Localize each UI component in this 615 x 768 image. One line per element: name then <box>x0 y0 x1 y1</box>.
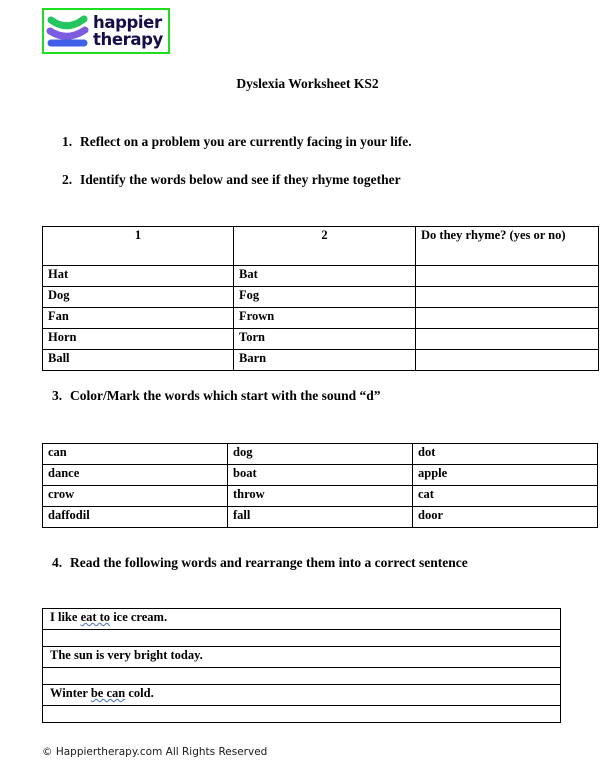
rhyme-word2: Fog <box>234 287 416 308</box>
question-1 <box>62 134 412 150</box>
rhyme-word1: Ball <box>43 350 234 371</box>
copyright-footer: © Happiertherapy.com All Rights Reserved <box>42 746 268 758</box>
rhyme-header-col2: 2 <box>234 227 416 266</box>
question-4 <box>52 555 468 571</box>
sentence-1 <box>43 609 561 630</box>
sentence-3-post: cold. <box>125 686 154 700</box>
logo-line-therapy: therapy <box>93 30 163 49</box>
sentence-3-grammar-error: be can <box>90 686 126 700</box>
sound-word[interactable]: door <box>413 507 598 528</box>
table-row <box>43 465 598 486</box>
sound-word[interactable]: daffodil <box>43 507 228 528</box>
rhyme-word1: Hat <box>43 266 234 287</box>
table-row <box>43 507 598 528</box>
table-row <box>43 329 599 350</box>
sound-word[interactable]: throw <box>228 486 413 507</box>
question-4-text: Read the following words and rearrange them into a correct sentence <box>70 555 468 570</box>
logo-wordmark <box>93 14 163 48</box>
table-row <box>43 308 599 329</box>
table-row <box>43 706 561 723</box>
table-row <box>43 609 561 630</box>
rhyme-word2: Bat <box>234 266 416 287</box>
sentence-table <box>42 608 561 723</box>
answer-line-2[interactable] <box>43 668 561 685</box>
sound-word[interactable]: dot <box>413 444 598 465</box>
rhyme-header-col1: 1 <box>43 227 234 266</box>
rhyme-word1: Dog <box>43 287 234 308</box>
page-title: Dyslexia Worksheet KS2 <box>236 76 379 91</box>
table-row <box>43 266 599 287</box>
sentence-2 <box>43 647 561 668</box>
sentence-1-pre: I like <box>50 610 81 624</box>
table-row <box>43 668 561 685</box>
sentence-3-pre: Winter <box>50 686 91 700</box>
logo-arcs-icon <box>46 10 92 52</box>
question-2 <box>62 172 401 188</box>
rhyme-word1: Fan <box>43 308 234 329</box>
table-header-row <box>43 227 599 266</box>
rhyme-answer-field[interactable] <box>416 287 599 308</box>
sentence-1-grammar-error: eat to <box>80 610 111 624</box>
rhyme-word2: Frown <box>234 308 416 329</box>
sound-word[interactable]: apple <box>413 465 598 486</box>
sentence-3 <box>43 685 561 706</box>
rhyme-answer-field[interactable] <box>416 308 599 329</box>
sound-word[interactable]: dog <box>228 444 413 465</box>
rhyme-header-col3: Do they rhyme? (yes or no) <box>416 227 599 266</box>
question-1-text: Reflect on a problem you are currently facing in your life. <box>80 134 412 149</box>
rhyme-answer-field[interactable] <box>416 266 599 287</box>
rhyme-word2: Barn <box>234 350 416 371</box>
sound-word[interactable]: boat <box>228 465 413 486</box>
question-3-number: 3. <box>52 388 63 403</box>
sound-word[interactable]: dance <box>43 465 228 486</box>
answer-line-1[interactable] <box>43 630 561 647</box>
sound-word[interactable]: can <box>43 444 228 465</box>
rhyme-word1: Horn <box>43 329 234 350</box>
sound-word[interactable]: cat <box>413 486 598 507</box>
table-row <box>43 287 599 308</box>
question-1-number: 1. <box>62 134 73 149</box>
sound-word[interactable]: crow <box>43 486 228 507</box>
question-4-number: 4. <box>52 555 63 570</box>
rhyme-word2: Torn <box>234 329 416 350</box>
question-3-text: Color/Mark the words which start with the sound “d” <box>70 388 381 403</box>
table-row <box>43 486 598 507</box>
logo-line-happier: happier <box>93 13 162 32</box>
table-row <box>43 350 599 371</box>
table-row <box>43 630 561 647</box>
sound-word[interactable]: fall <box>228 507 413 528</box>
table-row <box>43 647 561 668</box>
sentence-2-pre: The sun is very bright today. <box>50 648 203 662</box>
question-3 <box>52 388 381 404</box>
sentence-1-post: ice cream. <box>110 610 168 624</box>
table-row <box>43 444 598 465</box>
table-row <box>43 685 561 706</box>
happier-therapy-logo <box>42 8 170 54</box>
rhyme-answer-field[interactable] <box>416 350 599 371</box>
question-2-number: 2. <box>62 172 73 187</box>
rhyme-table <box>42 226 599 371</box>
answer-line-3[interactable] <box>43 706 561 723</box>
sound-words-table <box>42 443 598 528</box>
rhyme-answer-field[interactable] <box>416 329 599 350</box>
question-2-text: Identify the words below and see if they rhyme together <box>80 172 401 187</box>
